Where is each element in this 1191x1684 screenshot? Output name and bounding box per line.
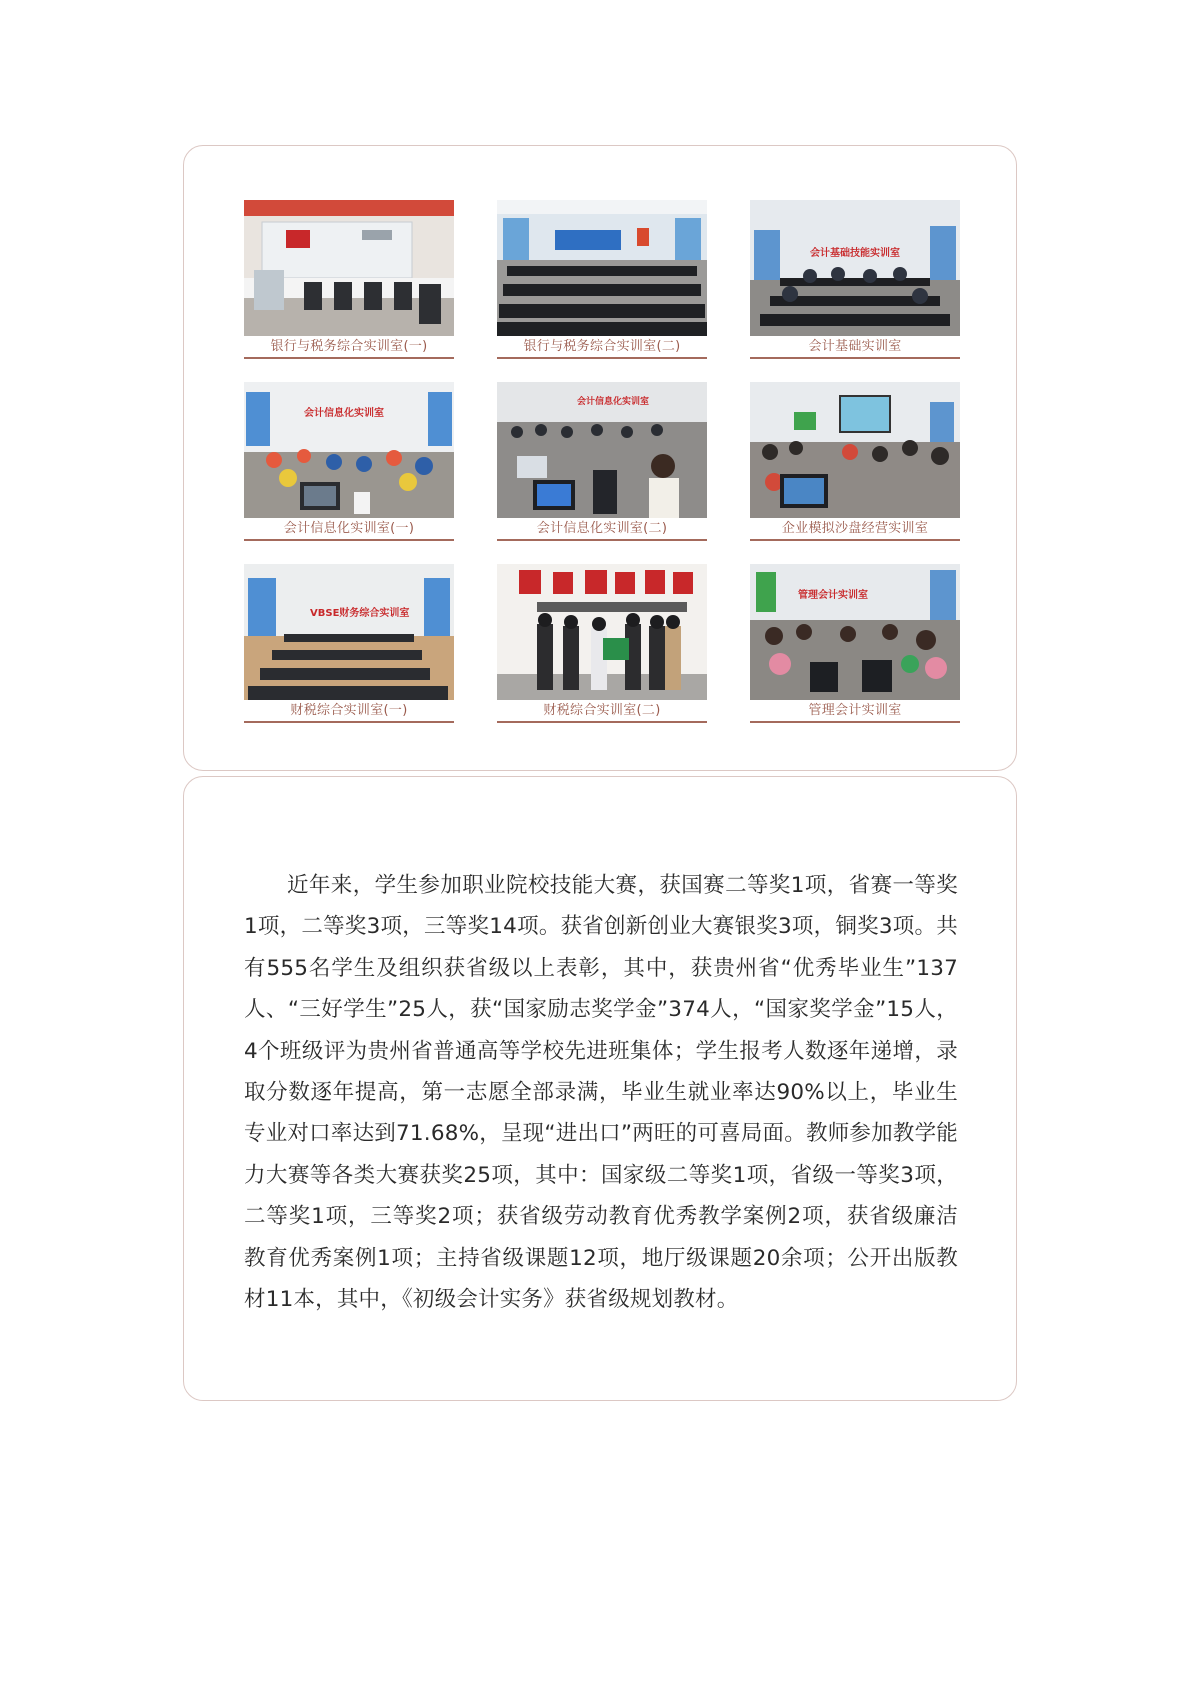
photo-card-accounting-basics bbox=[750, 200, 960, 360]
room-sign: VBSE财务综合实训室 bbox=[310, 608, 410, 619]
photo-fintax-2 bbox=[497, 564, 707, 700]
projector-room-illustration bbox=[750, 382, 960, 518]
photo-info-1 bbox=[244, 382, 454, 518]
caption-underline bbox=[244, 721, 454, 723]
photo-card-fintax-1 bbox=[244, 564, 454, 724]
empty-lab-illustration bbox=[244, 564, 454, 700]
photo-management-accounting bbox=[750, 564, 960, 700]
photo-caption: 银行与税务综合实训室(一) bbox=[270, 339, 428, 354]
photo-card-management-accounting bbox=[750, 564, 960, 724]
photo-panel bbox=[183, 145, 1017, 771]
lecture-hall-illustration bbox=[497, 200, 707, 336]
caption-underline bbox=[750, 539, 960, 541]
photo-bank-tax-1 bbox=[244, 200, 454, 336]
photo-card-info-1 bbox=[244, 382, 454, 542]
photo-caption: 会计基础实训室 bbox=[808, 339, 902, 354]
text-panel bbox=[183, 776, 1017, 1401]
achievements-paragraph: 近年来，学生参加职业院校技能大赛，获国赛二等奖1项，省赛一等奖1项，二等奖3项，三等奖14项。获省创新创业大赛银奖3项，铜奖3项。共有555名学生及组织获省级以上表彰，其中，获贵州省“优秀毕业生”137人、“三好学生”25人，获“国家励志奖学金”374人，“国家奖学金”15人，4个班级评为贵州省普通高等学校先进班集体；学生报考人数逐年递增，录取分数逐年提高，第一志愿全部录满，毕业生就业率达90%以上，毕业生专业对口率达到71.68%，呈现“进出口”两旺的可喜局面。教师参加教学能力大赛等各类大赛获奖25项，其中：国家级二等奖1项，省级一等奖3项，二等奖1项，三等奖2项；获省级劳动教育优秀教学案例2项，获省级廉洁教育优秀案例1项；主持省级课题12项，地厅级课题20余项；公开出版教材11本，其中，《初级会计实务》获省级规划教材。 bbox=[244, 873, 958, 1313]
caption-underline bbox=[750, 357, 960, 359]
photo-bank-tax-2 bbox=[497, 200, 707, 336]
room-sign: 会计基础技能实训室 bbox=[810, 248, 900, 259]
computer-lab-illustration bbox=[244, 382, 454, 518]
photo-card-bank-tax-2 bbox=[497, 200, 707, 360]
photo-caption: 管理会计实训室 bbox=[808, 703, 902, 718]
computer-lab-illustration bbox=[750, 200, 960, 336]
caption-underline bbox=[497, 539, 707, 541]
photo-card-sandtable bbox=[750, 382, 960, 542]
photo-grid bbox=[244, 200, 960, 720]
photo-caption: 企业模拟沙盘经营实训室 bbox=[781, 521, 929, 536]
photo-card-fintax-2 bbox=[497, 564, 707, 724]
caption-underline bbox=[244, 357, 454, 359]
photo-accounting-basics bbox=[750, 200, 960, 336]
caption-underline bbox=[244, 539, 454, 541]
photo-caption: 会计信息化实训室(二) bbox=[536, 521, 668, 536]
photo-caption: 会计信息化实训室(一) bbox=[283, 521, 415, 536]
caption-underline bbox=[750, 721, 960, 723]
photo-caption: 财税综合实训室(二) bbox=[543, 703, 661, 718]
caption-underline bbox=[497, 721, 707, 723]
photo-card-info-2 bbox=[497, 382, 707, 542]
room-sign: 会计信息化实训室 bbox=[304, 408, 384, 419]
photo-caption: 财税综合实训室(一) bbox=[290, 703, 408, 718]
photo-sandtable bbox=[750, 382, 960, 518]
bank-counter-illustration bbox=[244, 200, 454, 336]
room-sign: 会计信息化实训室 bbox=[577, 397, 650, 407]
group-photo-illustration bbox=[497, 564, 707, 700]
photo-fintax-1 bbox=[244, 564, 454, 700]
room-sign: 管理会计实训室 bbox=[798, 590, 868, 601]
computer-lab-illustration bbox=[750, 564, 960, 700]
caption-underline bbox=[497, 357, 707, 359]
photo-card-bank-tax-1 bbox=[244, 200, 454, 360]
photo-caption: 银行与税务综合实训室(二) bbox=[523, 339, 681, 354]
photo-info-2 bbox=[497, 382, 707, 518]
